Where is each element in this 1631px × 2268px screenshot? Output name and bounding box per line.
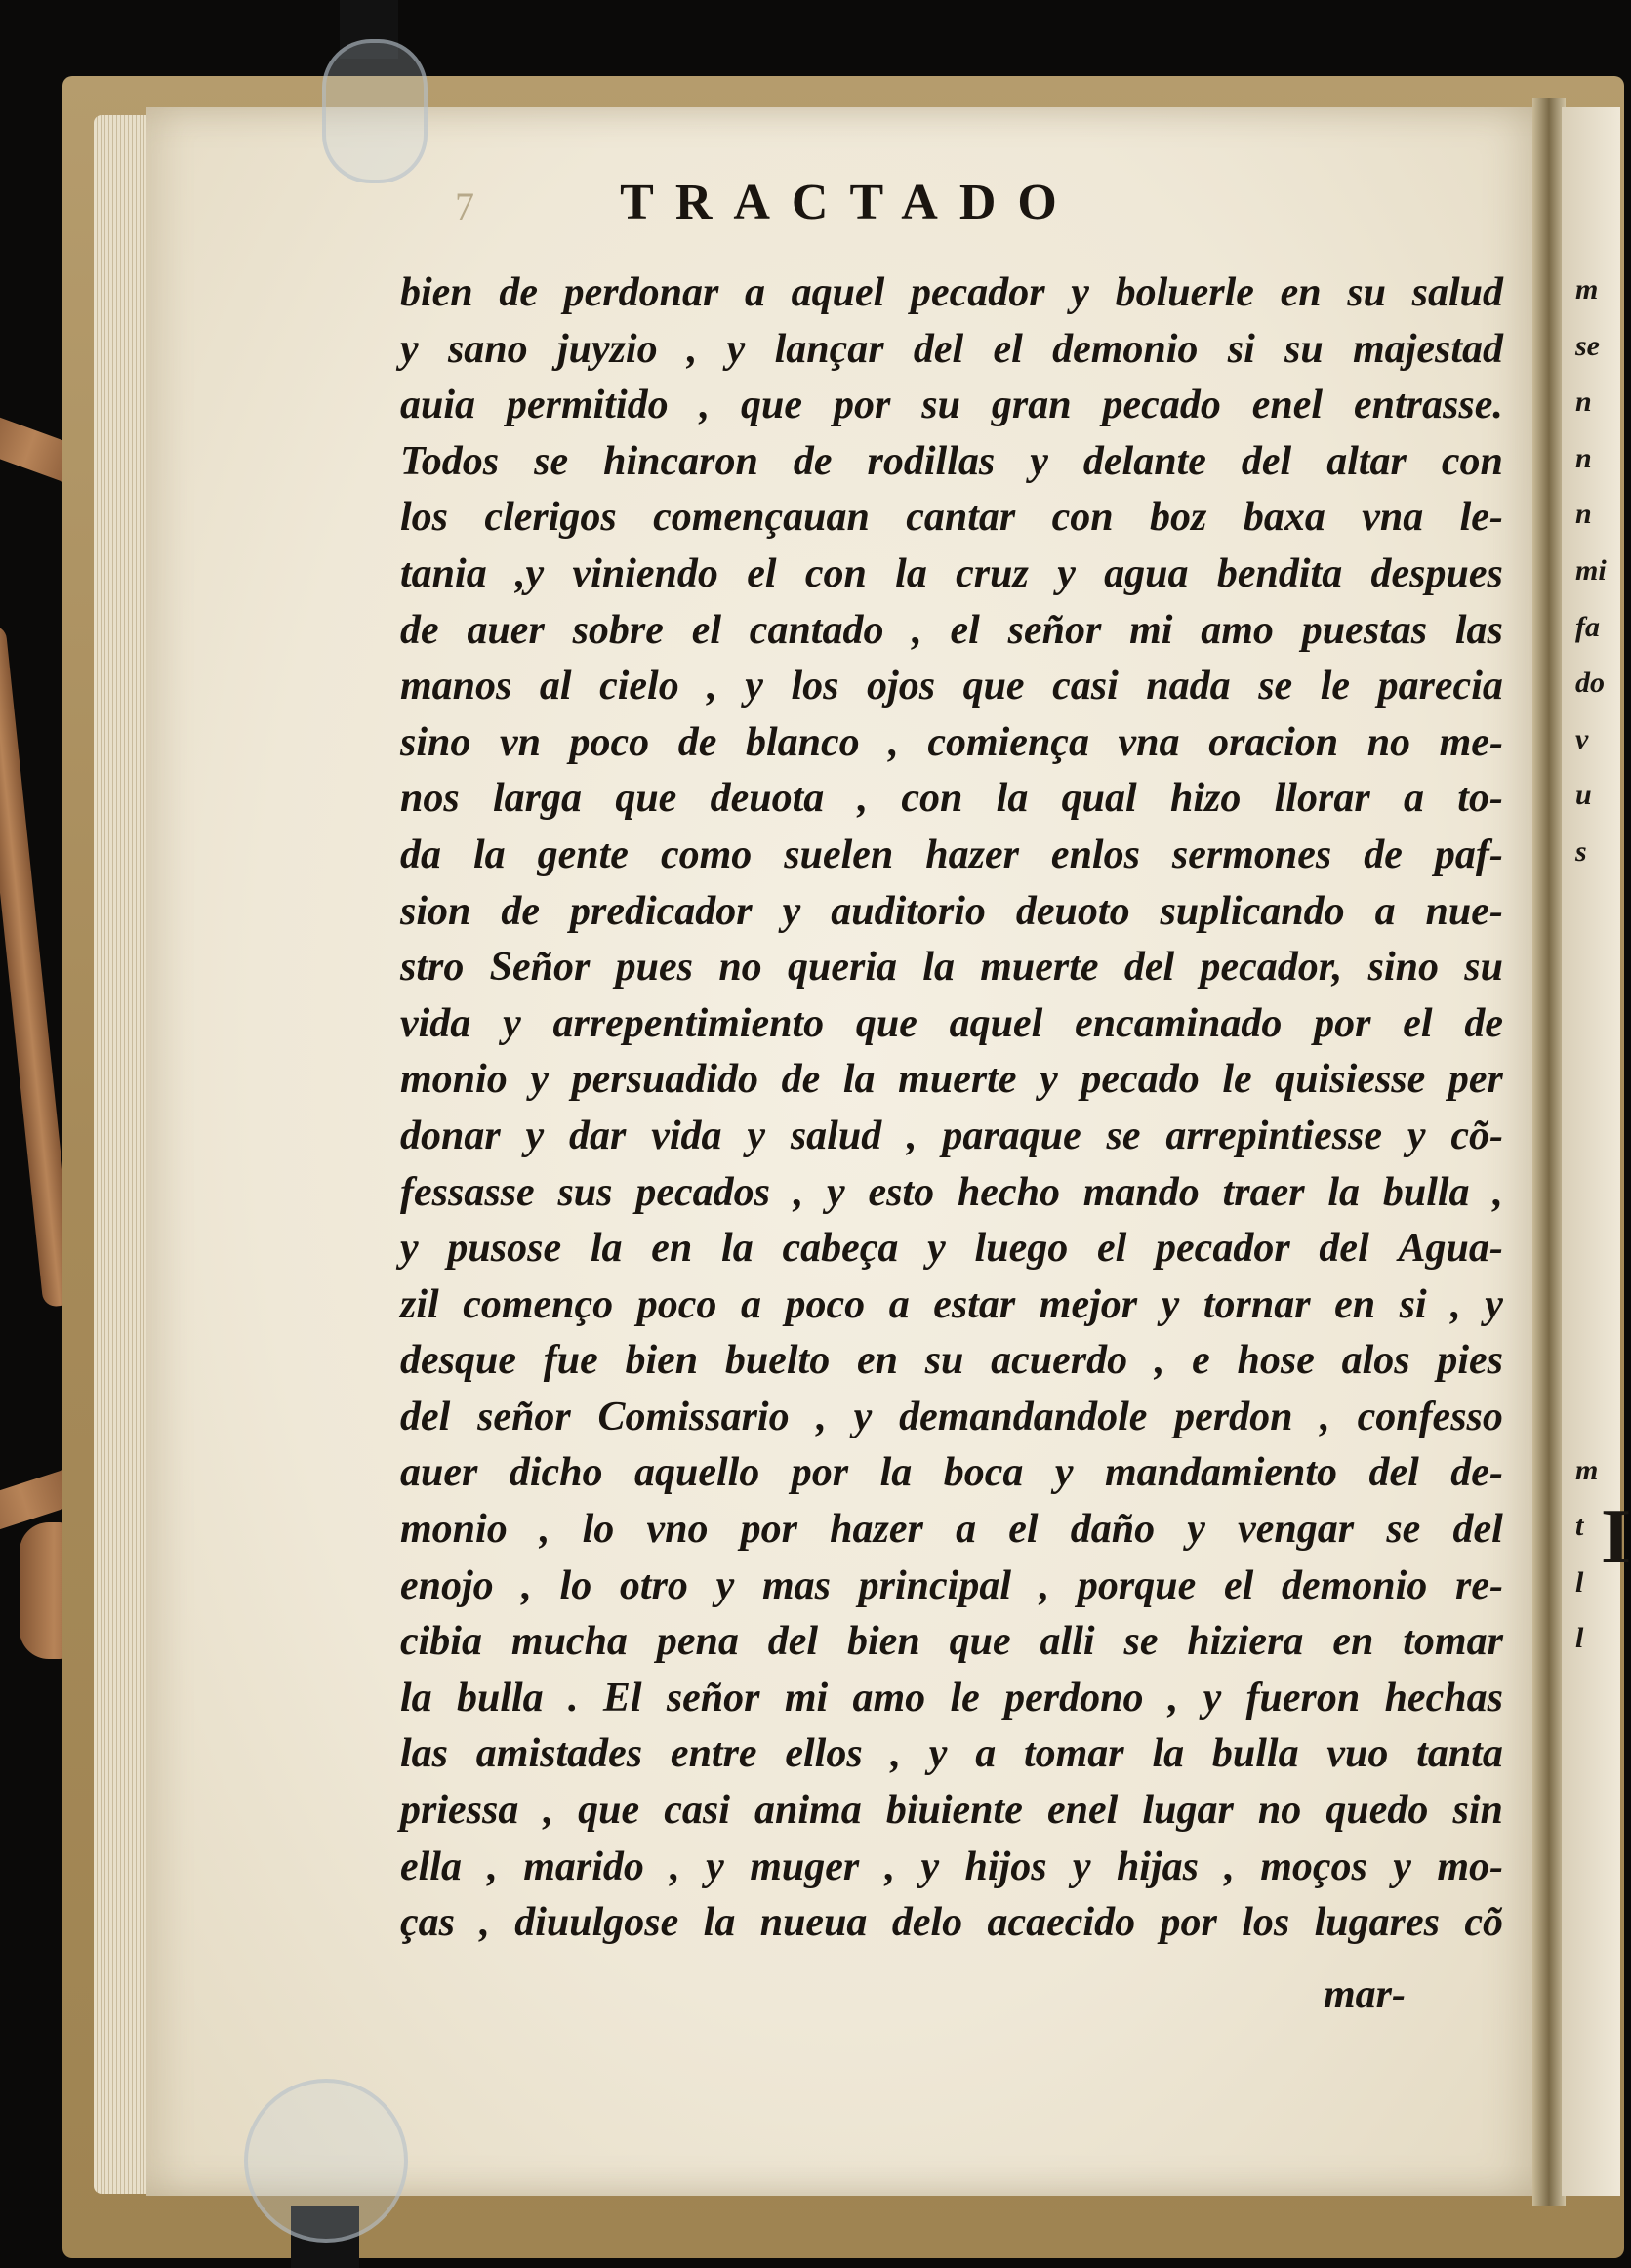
text-line: Todos se hincaron de rodillas y delante del altar con [400, 438, 1503, 484]
text-line: bien de perdonar a aquel pecador y boluerle en su salud [400, 270, 1503, 315]
facing-page-fragment: n [1575, 498, 1592, 531]
text-line: y sano juyzio , y lançar del el demonio si su majestad [400, 326, 1503, 372]
facing-page-fragment: do [1575, 667, 1605, 700]
page-text [400, 265, 1503, 1952]
book-gutter [1532, 98, 1566, 2206]
page-clip-icon [244, 2079, 408, 2243]
facing-page-fragment: v [1575, 722, 1589, 755]
text-line: de auer sobre el cantado , el señor mi amo puestas las [400, 607, 1503, 653]
text-line: donar y dar vida y salud , paraque se arrepintiesse y cõ- [400, 1113, 1503, 1158]
facing-page-fragment: s [1575, 835, 1587, 868]
facing-page-fragment: t [1575, 1510, 1584, 1543]
text-line: nos larga que deuota , con la qual hizo llorar a to- [400, 776, 1503, 822]
text-line: fessasse sus pecados , y esto hecho mando traer la bulla , [400, 1169, 1503, 1215]
facing-page-fragment: n [1575, 441, 1592, 474]
text-line: y pusose la en la cabeça y luego el pecador del Aguа- [400, 1226, 1503, 1272]
text-line: sino vn poco de blanco , comiença vna oracion no me- [400, 719, 1503, 765]
facing-page-fragment: se [1575, 329, 1600, 362]
running-head: TRACTADO [620, 175, 1079, 230]
text-line: tania ,y viniendo el con la cruz y agua bendita despues [400, 550, 1503, 596]
text-line: cibia mucha pena del bien que alli se hiziera en tomar [400, 1619, 1503, 1665]
text-line: los clerigos començauan cantar con boz baxa vna le- [400, 495, 1503, 541]
text-line: monio , lo vno por hazer a el daño y vengar se del [400, 1507, 1503, 1553]
folio-mark: 7 [455, 184, 474, 228]
facing-page-fragment: mi [1575, 554, 1607, 587]
text-line: monio y persuadido de la muerte y pecado le quisiesse per [400, 1057, 1503, 1103]
text-line: stro Señor pues no queria la muerte del pecador, sino su [400, 945, 1503, 991]
text-line: desque fue bien buelto en su acuerdo , e hose alos pies [400, 1338, 1503, 1384]
text-line: zil començo poco a poco a estar mejor y tornar en si , y [400, 1281, 1503, 1327]
page-clip-icon [322, 39, 428, 183]
text-line: manos al cielo , y los ojos que casi nada se le parecia [400, 664, 1503, 709]
text-line: ças , diuulgose la nueua delo acaecido por los lugares cõ [400, 1900, 1503, 1946]
text-line: la bulla . El señor mi amo le perdono , y fueron hechas [400, 1675, 1503, 1721]
facing-page-fragment: l [1575, 1622, 1584, 1655]
facing-page-edge [1562, 107, 1631, 2196]
facing-page-initial: I [1601, 1494, 1631, 1580]
text-line: sion de predicador y auditorio deuoto suplicando a nue- [400, 888, 1503, 934]
text-line: vida y arrepentimiento que aquel encaminado por el de [400, 1000, 1503, 1046]
facing-page-fragment: u [1575, 779, 1592, 812]
text-line: ella , marido , y muger , y hijos y hijas , moços y mo- [400, 1843, 1503, 1889]
text-line: da la gente como suelen hazer enlos sermones de paf- [400, 831, 1503, 877]
facing-page-fragment: m [1575, 273, 1599, 305]
catchword: mar- [1324, 1972, 1406, 2017]
facing-page-fragment: n [1575, 385, 1592, 419]
text-line: del señor Comissario , y demandandole perdon , confesso [400, 1394, 1503, 1439]
facing-page-fragment: l [1575, 1565, 1584, 1599]
text-line: enojo , lo otro y mas principal , porque el demonio re- [400, 1562, 1503, 1608]
text-line: priessa , que casi anima biuiente enel lugar no quedo sin [400, 1788, 1503, 1834]
facing-page-fragment: fa [1575, 610, 1600, 643]
facing-page-fragment: m [1575, 1453, 1599, 1486]
text-line: auer dicho aquello por la boca y mandamiento del de- [400, 1450, 1503, 1496]
text-line: las amistades entre ellos , y a tomar la bulla vuo tanta [400, 1731, 1503, 1777]
text-line: auia permitido , que por su gran pecado enel entrasse. [400, 383, 1503, 428]
